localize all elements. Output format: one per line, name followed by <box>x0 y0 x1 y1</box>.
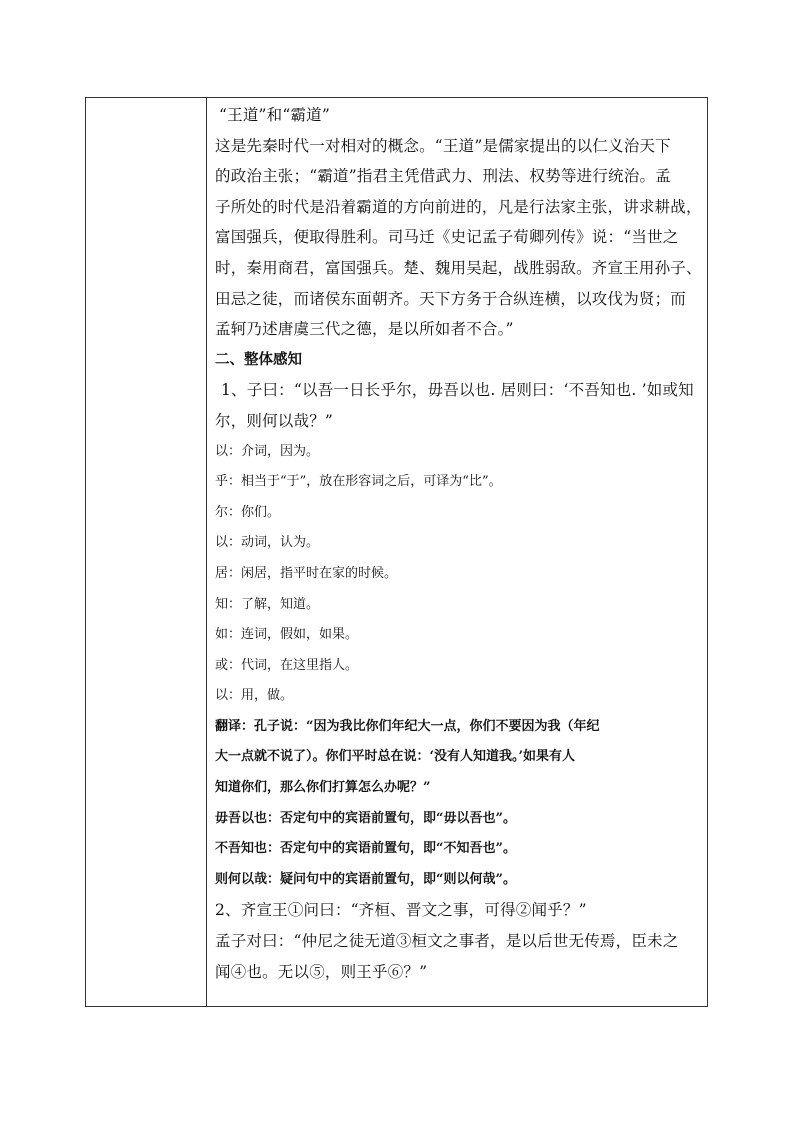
quote-line: 闻④也。无以⑤，则王乎⑥？” <box>215 962 428 981</box>
annotation-line: 如：连词，假如，如果。 <box>215 627 359 643</box>
annotation-line: 以：介词，因为。 <box>215 443 320 459</box>
quote-line: 孟子对曰：“仲尼之徒无道③桓文之事者，是以后世无传焉，臣未之 <box>215 932 679 951</box>
paragraph-line: 的政治主张；“霸道”指君主凭借武力、刑法、权势等进行统治。孟 <box>215 167 671 186</box>
translation-line: 大一点就不说了）。你们平时总在说：‘没有人知道我。’如果有人 <box>215 749 576 765</box>
annotation-line: 知：了解，知道。 <box>215 596 320 612</box>
annotation-line: 以：动词，认为。 <box>215 535 320 551</box>
quote-line: 2、齐宣王①问曰：“齐桓、晋文之事，可得②闻乎？” <box>215 901 587 920</box>
quote-line: 尔，则何以哉？” <box>215 411 334 430</box>
translation-line: 知道你们，那么你们打算怎么办呢？” <box>215 780 431 796</box>
grammar-note-line: 毋吾以也：否定句中的宾语前置句，即“毋以吾也”。 <box>215 810 516 826</box>
content-table <box>85 97 708 1007</box>
translation-line: 翻译：孔子说：“因为我比你们年纪大一点，你们不要因为我（年纪 <box>215 718 600 734</box>
paragraph-line: 孟轲乃述唐虞三代之德，是以所如者不合。” <box>215 320 514 339</box>
section-title-wangdao-badao: “王道”和“霸道” <box>219 106 330 124</box>
paragraph-line: 时，秦用商君，富国强兵。楚、魏用吴起，战胜弱敌。齐宣王用孙子、 <box>215 258 702 277</box>
paragraph-line: 富国强兵，便取得胜利。司马迁《史记孟子荀卿列传》说：“当世之 <box>215 228 679 247</box>
section-heading-overall-perception: 二、整体感知 <box>215 351 302 368</box>
annotation-line: 以：用，做。 <box>215 688 294 704</box>
paragraph-line: 子所处的时代是沿着霸道的方向前进的，凡是行法家主张，讲求耕战， <box>215 197 702 216</box>
annotation-line: 或：代词，在这里指人。 <box>215 657 359 673</box>
grammar-note-line: 不吾知也：否定句中的宾语前置句，即“不知吾也”。 <box>215 841 516 857</box>
annotation-line: 尔：你们。 <box>215 504 281 520</box>
left-column-cell <box>86 98 207 1006</box>
paragraph-line: 这是先秦时代一对相对的概念。“王道”是儒家提出的以仁义治天下 <box>215 136 671 155</box>
right-column-cell <box>207 98 707 1006</box>
paragraph-line: 田忌之徒，而诸侯东面朝齐。天下方务于合纵连横，以攻伐为贤；而 <box>215 289 687 308</box>
annotation-line: 居：闲居，指平时在家的时候。 <box>215 565 398 581</box>
annotation-line: 乎：相当于“于”，放在形容词之后，可译为“比”。 <box>215 474 502 490</box>
quote-line: 1、子曰：“以吾一日长乎尔，毋吾以也. 居则曰：‘不吾知也. ’如或知 <box>221 381 694 400</box>
grammar-note-line: 则何以哉：疑问句中的宾语前置句，即“则以何哉”。 <box>215 871 516 887</box>
